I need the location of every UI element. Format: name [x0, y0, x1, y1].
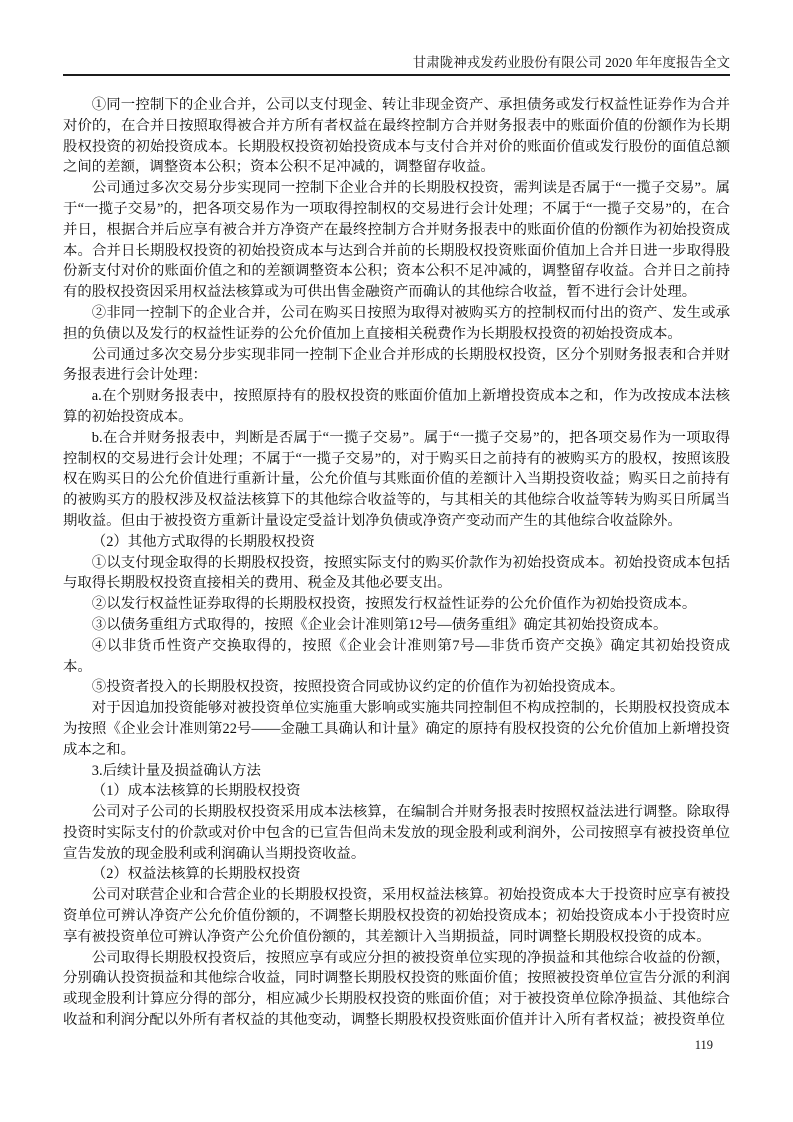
paragraph: 公司对子公司的长期股权投资采用成本法核算，在编制合并财务报表时按照权益法进行调整。除取得投资时实际支付的价款或对价中包含的已宣告但尚未发放的现金股利或利润外，公司按照享有被投资单位宣告发放的现金股利或利润确认当期投资收益。 [63, 804, 730, 862]
paragraph: 公司取得长期股权投资后，按照应享有或应分担的被投资单位实现的净损益和其他综合收益的份额，分别确认投资损益和其他综合收益，同时调整长期股权投资的账面价值；按照被投资单位宣告分派的利润或现金股利计算应分得的部分，相应减少长期股权投资的账面价值；对于被投资单位除净损益、其他综合收益和利润分配以外所有者权益的其他变动，调整长期股权投资账面价值并计入所有者权益；被投资单位 [63, 949, 730, 1029]
paragraph: 公司通过多次交易分步实现非同一控制下企业合并形成的长期股权投资，区分个别财务报表和合并财务报表进行会计处理： [63, 346, 730, 384]
paragraph: （2）其他方式取得的长期股权投资 [91, 533, 315, 550]
paragraph: ⑤投资者投入的长期股权投资，按照投资合同或协议约定的价值作为初始投资成本。 [91, 679, 625, 696]
paragraph: 3.后续计量及损益确认方法 [91, 762, 261, 779]
paragraph: 对于因追加投资能够对被投资单位实施重大影响或实施共同控制但不构成控制的，长期股权投资成本为按照《企业会计准则第22号——金融工具确认和计量》确定的原持有股权投资的公允价值加上新增投资成本之和。 [63, 700, 730, 758]
paragraph: （2）权益法核算的长期股权投资 [91, 866, 301, 883]
paragraph: ③以债务重组方式取得的，按照《企业会计准则第12号—债务重组》确定其初始投资成本。 [91, 616, 668, 633]
paragraph: 公司通过多次交易分步实现同一控制下企业合并的长期股权投资，需判读是否属于“一揽子交易”。属于“一揽子交易”的，把各项交易作为一项取得控制权的交易进行会计处理；不属于“一揽子交易”的，在合并日，根据合并后应享有被合并方净资产在最终控制方合并财务报表中的账面价值的份额作为初始投资成本。合并日长期股权投资的初始投资成本与达到合并前的长期股权投资账面价值加上合并日进一步取得股份新支付对价的账面价值之和的差额调整资本公积；资本公积不足冲减的，调整留存收益。合并日之前持有的股权投资因采用权益法核算或为可供出售金融资产而确认的其他综合收益，暂不进行会计处理。 [63, 180, 730, 301]
page-number: 119 [694, 1038, 713, 1052]
paragraph: ②以发行权益性证券取得的长期股权投资，按照发行权益性证券的公允价值作为初始投资成本。 [91, 596, 697, 613]
paragraph: ①以支付现金取得的长期股权投资，按照实际支付的购买价款作为初始投资成本。初始投资成本包括与取得长期股权投资直接相关的费用、税金及其他必要支出。 [63, 554, 730, 592]
paragraph: 公司对联营企业和合营企业的长期股权投资，采用权益法核算。初始投资成本大于投资时应享有被投资单位可辨认净资产公允价值份额的，不调整长期股权投资的初始投资成本；初始投资成本小于投资时应享有被投资单位可辨认净资产公允价值份额的，其差额计入当期损益，同时调整长期股权投资的成本。 [63, 887, 730, 945]
paragraph: ①同一控制下的企业合并，公司以支付现金、转让非现金资产、承担债务或发行权益性证券作为合并对价的，在合并日按照取得被合并方所有者权益在最终控制方合并财务报表中的账面价值的份额作为长期股权投资的初始投资成本。长期股权投资初始投资成本与支付合并对价的账面价值或发行股份的面值总额之间的差额，调整资本公积；资本公积不足冲减的，调整留存收益。 [63, 97, 730, 176]
paragraph: ④以非货币性资产交换取得的，按照《企业会计准则第7号—非货币资产交换》确定其初始投资成本。 [63, 637, 730, 675]
paragraph: a.在个别财务报表中，按照原持有的股权投资的账面价值加上新增投资成本之和，作为改按成本法核算的初始投资成本。 [63, 388, 730, 425]
paragraph: ②非同一控制下的企业合并，公司在购买日按照为取得对被购买方的控制权而付出的资产、发生或承担的负债以及发行的权益性证券的公允价值加上直接相关税费作为长期股权投资的初始投资成本。 [63, 304, 730, 342]
document-body [63, 95, 730, 1031]
paragraph: （1）成本法核算的长期股权投资 [91, 783, 301, 800]
document-header-title: 甘肃陇神戎发药业股份有限公司 2020 年年度报告全文 [412, 55, 730, 70]
paragraph: b.在合并财务报表中，判断是否属于“一揽子交易”。属于“一揽子交易”的，把各项交易作为一项取得控制权的交易进行会计处理；不属于“一揽子交易”的，对于购买日之前持有的被购买方的股权，按照该股权在购买日的公允价值进行重新计量，公允价值与其账面价值的差额计入当期投资收益；购买日之前持有的被购买方的股权涉及权益法核算下的其他综合收益等的，与其相关的其他综合收益等转为购买日所属当期收益。但由于被投资方重新计量设定受益计划净负债或净资产变动而产生的其他综合收益除外。 [63, 429, 730, 529]
header-rule [63, 74, 730, 76]
